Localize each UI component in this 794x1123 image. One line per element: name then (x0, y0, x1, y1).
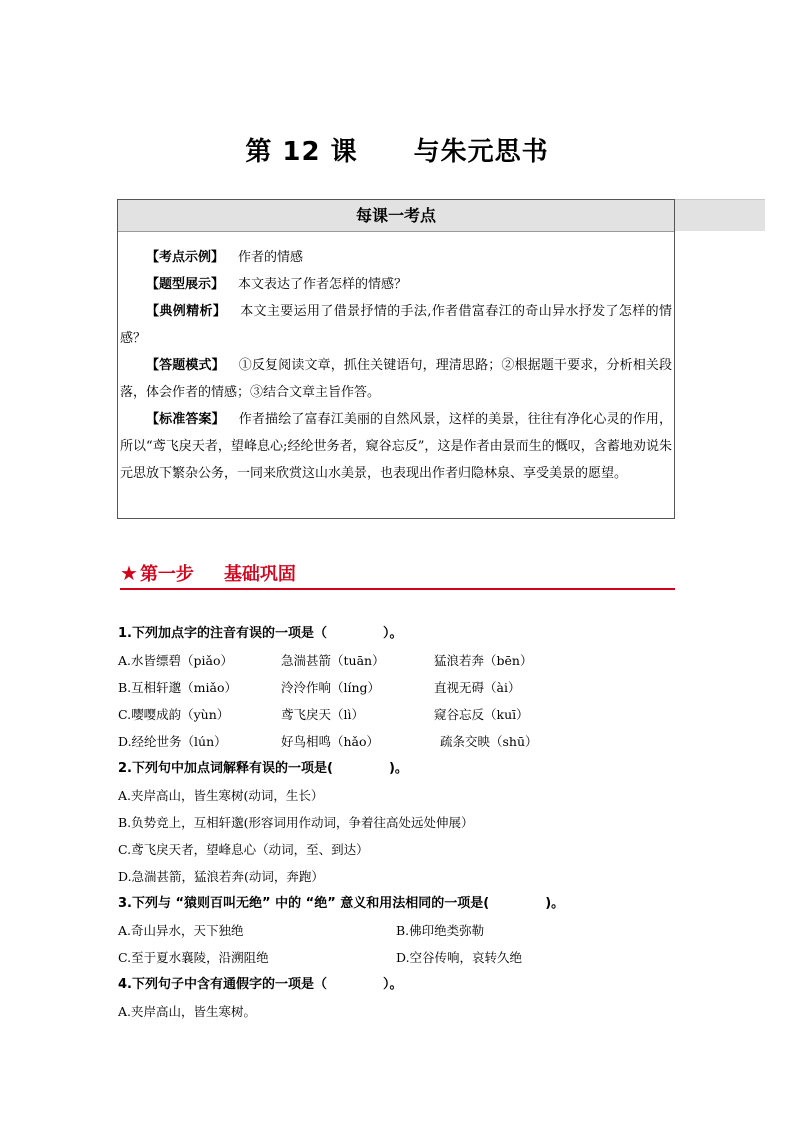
stem-text: 1.下列加点字的注音有误的一项是（ (118, 626, 327, 641)
option-text: D.急湍甚箭，猛浪若奔(动词，奔跑） (118, 869, 324, 884)
stem-text: 3.下列与 “猿则百叫无绝” 中的 “绝” 意义和用法相同的一项是( (118, 896, 490, 911)
question-1-option-c (118, 701, 678, 728)
answer-pattern-item (120, 352, 672, 406)
item-text: ①反复阅读文章，抓住关键语句，理清思路；②根据题干要求，分析相关段落，体会作者的情感；③结合文章主旨作答。 (120, 358, 672, 400)
question-2-option-c (118, 836, 678, 863)
option-cell: A.奇山异水，天下独绝 (118, 923, 244, 938)
question-3-stem (118, 890, 678, 917)
question-3-options-ab (118, 917, 678, 944)
knowledge-box-header: 每课一考点 (118, 200, 674, 232)
star-icon: ★ (120, 561, 138, 585)
option-cell: A.水皆缥碧（piǎo） (118, 653, 233, 668)
knowledge-box-body (118, 232, 674, 487)
option-cell: 好鸟相鸣（hǎo） (281, 734, 380, 749)
stem-text: )。 (545, 896, 565, 911)
option-cell: 鸢飞戾天（lì） (281, 707, 364, 722)
option-cell: 疏条交映（shū） (440, 734, 538, 749)
question-1-option-d (118, 728, 678, 755)
question-4-stem (118, 971, 678, 998)
standard-answer-item (120, 406, 672, 487)
item-text: 本文表达了作者怎样的情感？ (238, 277, 408, 292)
option-cell: C.至于夏水襄陵，沿溯阻绝 (118, 950, 269, 965)
question-4-option-a (118, 998, 678, 1025)
question-2-option-b (118, 809, 678, 836)
item-label: 【典例精析】 (146, 304, 227, 319)
question-1-option-a (118, 647, 678, 674)
option-cell: 窥谷忘反（kuī） (434, 707, 529, 722)
option-text: A.夹岸高山，皆生寒树(动词，生长） (118, 788, 324, 803)
stem-text: ）。 (382, 977, 403, 992)
stem-text: )。 (388, 761, 408, 776)
section-heading (120, 558, 675, 590)
question-2-option-a (118, 782, 678, 809)
page-title (0, 133, 794, 171)
option-cell: 直视无碍（ài） (434, 680, 521, 695)
section-name: 基础巩固 (223, 564, 296, 585)
stem-text: 4.下列句子中含有通假字的一项是（ (118, 977, 327, 992)
option-text: C.鸢飞戾天者，望峰息心（动词，至、到达） (118, 842, 369, 857)
item-label: 【标准答案】 (146, 412, 225, 427)
knowledge-point-box (117, 199, 675, 519)
question-3-options-cd (118, 944, 678, 971)
header-band-extension (675, 199, 765, 231)
lesson-number: 第 12 课 (245, 137, 358, 167)
stem-text: 2.下列句中加点词解释有误的一项是( (118, 761, 333, 776)
option-text: B.负势竞上，互相轩邈(形容词用作动词，争着往高处远处伸展） (118, 815, 474, 830)
question-2-option-d (118, 863, 678, 890)
item-label: 【考点示例】 (146, 250, 225, 265)
option-cell: C.嘤嘤成韵（yùn） (118, 707, 230, 722)
question-1-stem (118, 620, 678, 647)
option-cell: D.经纶世务（lún） (118, 734, 227, 749)
item-label: 【题型展示】 (146, 277, 225, 292)
item-text: 本文主要运用了借景抒情的手法,作者借富春江的奇山异水抒发了怎样的情感？ (120, 304, 672, 346)
question-list (118, 620, 678, 1025)
option-cell: 泠泠作响（líng） (281, 680, 381, 695)
lesson-name: 与朱元思书 (413, 137, 549, 167)
option-cell: B.佛印绝类弥勒 (396, 923, 485, 938)
option-text: A.夹岸高山，皆生寒树。 (118, 1004, 257, 1019)
section-step: 第一步 (139, 564, 194, 585)
option-cell: 急湍甚箭（tuān） (281, 653, 385, 668)
analysis-item (120, 298, 672, 352)
question-2-stem (118, 755, 678, 782)
option-cell: 猛浪若奔（bēn） (434, 653, 533, 668)
item-text: 作者的情感 (238, 250, 304, 265)
item-label: 【答题模式】 (146, 358, 225, 373)
item-text: 作者描绘了富春江美丽的自然风景，这样的美景，往往有净化心灵的作用，所以“鸢飞戾天者，望峰息心;经纶世务者，窥谷忘反”，这是作者由景而生的慨叹，含蓄地劝说朱元思放下繁杂公务，一同来欣赏这山水美景，也表现出作者归隐林泉、享受美景的愿望。 (120, 412, 672, 481)
example-point-item (120, 244, 672, 271)
question-1-option-b (118, 674, 678, 701)
question-type-item (120, 271, 672, 298)
option-cell: D.空谷传响，哀转久绝 (396, 950, 523, 965)
option-cell: B.互相轩邈（miǎo） (118, 680, 237, 695)
stem-text: ）。 (382, 626, 403, 641)
